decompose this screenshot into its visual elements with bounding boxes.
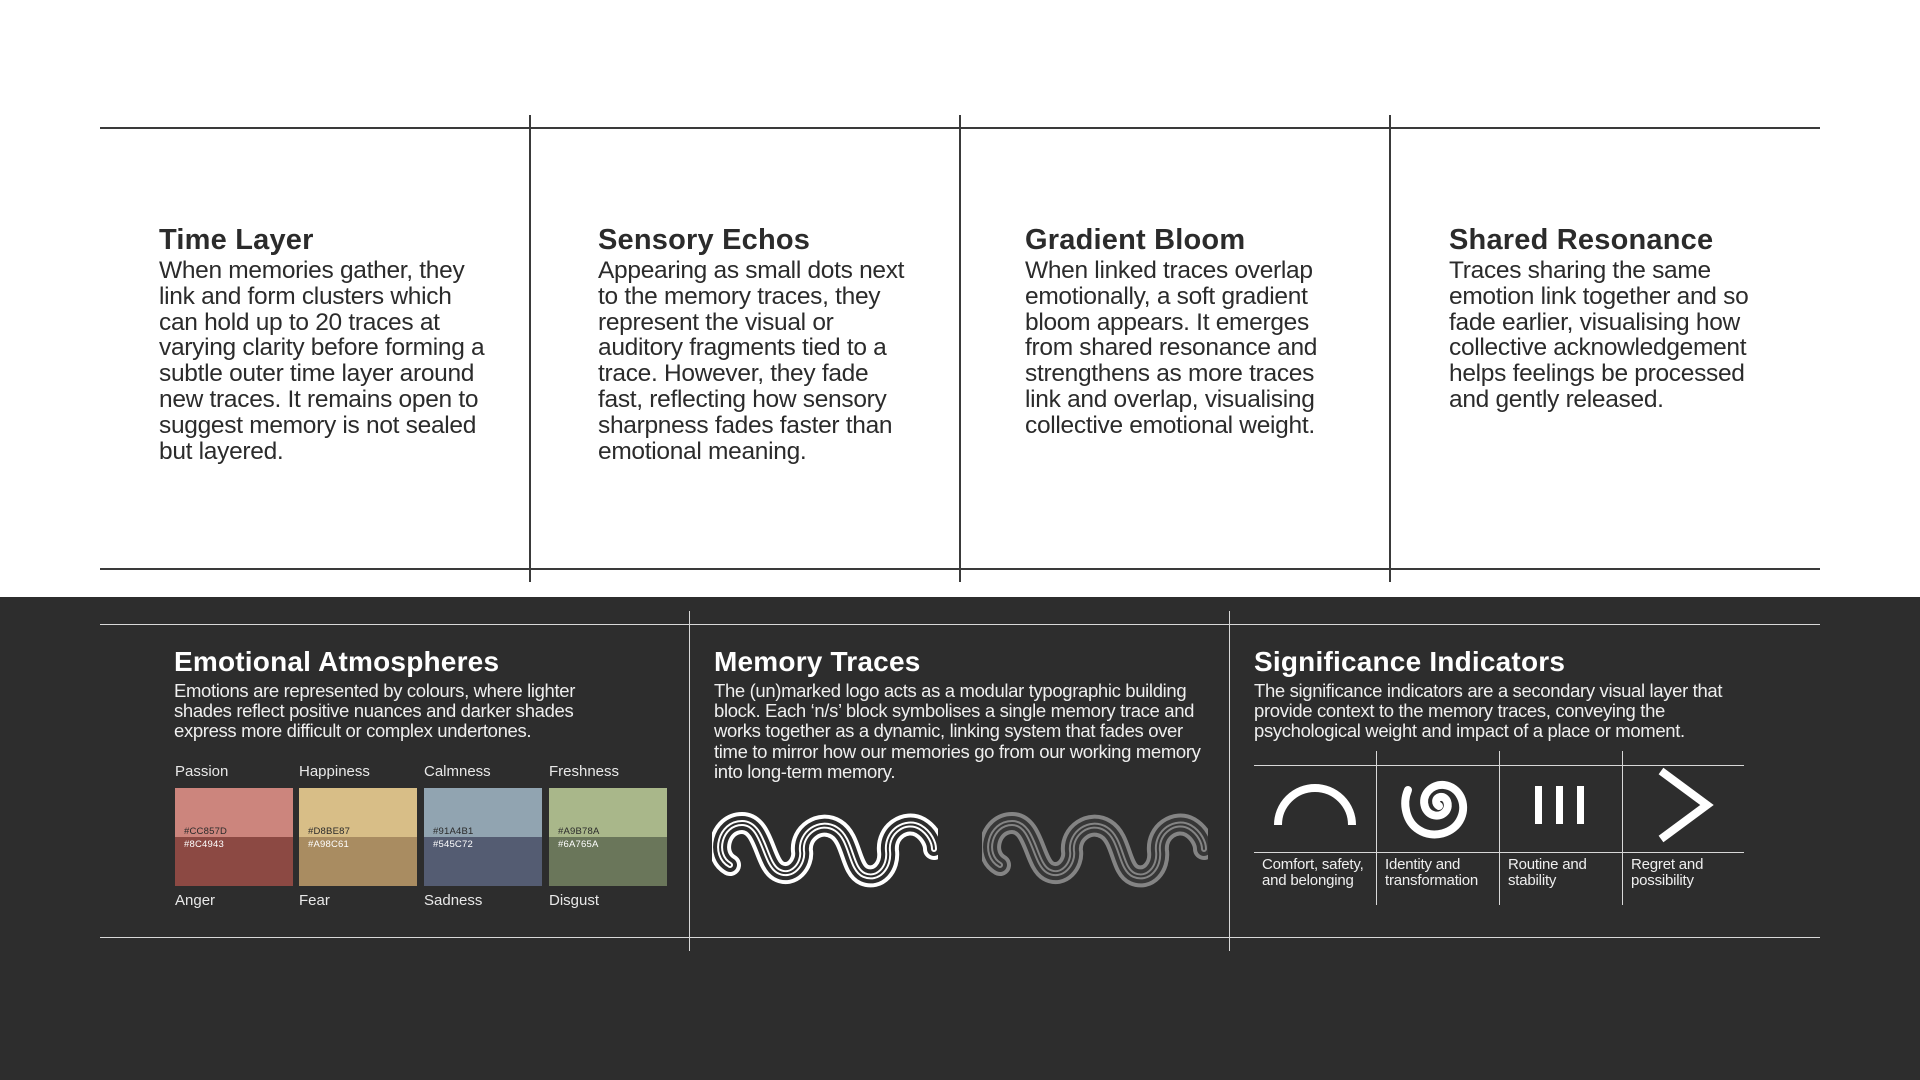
emotional-atmospheres xyxy=(174,645,634,742)
color-swatch-happiness-fear xyxy=(299,788,417,886)
section-body: The significance indicators are a secondary visual layer that provide context to the memory traces, conveying the psychological weight and impact of a place or moment. xyxy=(1254,680,1723,742)
column-body: When memories gather, they link and form clusters which can hold up to 20 traces at varying clarity before forming a subtle outer time layer around new traces. It remains open to suggest memory is not sealed but layered. xyxy=(159,257,485,465)
memory-traces xyxy=(714,645,1204,782)
swatch-bottom-label: Disgust xyxy=(549,892,600,909)
swatch-bottom-label: Fear xyxy=(299,892,330,909)
column-title: Shared Resonance xyxy=(1449,224,1714,256)
indicator-label: Regret and possibility xyxy=(1631,856,1704,889)
bottom-divider xyxy=(100,937,1820,938)
column-divider xyxy=(529,115,531,582)
section-body: The (un)marked logo acts as a modular typographic building block. Each ‘n/s’ block symbolises a single memory trace and works together as a dynamic, linking system that fades over time to mirror how our memories go from our working memory into long-term memory. xyxy=(714,680,1201,782)
indicator-routine xyxy=(1500,751,1622,905)
indicator-comfort xyxy=(1254,751,1376,905)
column-gradient-bloom xyxy=(1025,222,1385,439)
color-swatch-calmness-sadness xyxy=(424,788,542,886)
indicator-identity xyxy=(1377,751,1499,905)
hex-light: #A9B78A xyxy=(558,826,600,837)
section-title: Emotional Atmospheres xyxy=(174,646,500,677)
chevron-right-icon xyxy=(1623,763,1745,847)
column-shared-resonance xyxy=(1449,222,1809,413)
spiral-icon xyxy=(1377,763,1499,847)
arc-icon xyxy=(1254,763,1376,847)
indicator-label: Comfort, safety, and belonging xyxy=(1262,856,1364,889)
swatch-top-label: Passion xyxy=(175,763,229,780)
three-bars-icon xyxy=(1500,763,1622,847)
hex-dark: #6A765A xyxy=(558,839,599,850)
hex-dark: #A98C61 xyxy=(308,839,350,850)
hex-dark: #8C4943 xyxy=(184,839,224,850)
section-divider xyxy=(689,611,690,951)
section-title: Significance Indicators xyxy=(1254,646,1566,677)
section-body: Emotions are represented by colours, where lighter shades reflect positive nuances and darker shades express more difficult or complex undertones. xyxy=(174,680,576,742)
column-title: Gradient Bloom xyxy=(1025,224,1246,256)
swatch-bottom-label: Anger xyxy=(175,892,216,909)
swatch-top-label: Freshness xyxy=(549,763,620,780)
indicator-grid xyxy=(1254,751,1744,905)
section-title: Memory Traces xyxy=(714,646,921,677)
color-swatch-passion-anger xyxy=(175,788,293,886)
hex-light: #91A4B1 xyxy=(433,826,474,837)
section-divider xyxy=(1229,611,1230,951)
swatch-bottom-label: Sadness xyxy=(424,892,483,909)
column-body: When linked traces overlap emotionally, a soft gradient bloom appears. It emerges from shared resonance and strengthens as more traces link and overlap, visualising collective emotional weight. xyxy=(1025,257,1318,439)
memory-trace-logo-solid xyxy=(712,805,938,897)
hex-light: #D8BE87 xyxy=(308,826,351,837)
swatch-top-label: Happiness xyxy=(299,763,370,780)
memory-trace-logo-faded xyxy=(982,805,1208,897)
column-body: Appearing as small dots next to the memory traces, they represent the visual or auditory fragments tied to a trace. However, they fade fast, reflecting how sensory sharpness fades faster than emotional meaning. xyxy=(598,257,905,465)
indicator-label: Identity and transformation xyxy=(1385,856,1479,889)
column-sensory-echos xyxy=(598,222,958,464)
swatch-top-label: Calmness xyxy=(424,763,491,780)
hex-dark: #545C72 xyxy=(433,839,473,850)
indicator-regret xyxy=(1623,751,1745,905)
bottom-section xyxy=(0,597,1920,1080)
column-divider xyxy=(1389,115,1391,582)
column-title: Sensory Echos xyxy=(598,224,811,256)
significance-indicators xyxy=(1254,645,1754,742)
color-swatch-freshness-disgust xyxy=(549,788,667,886)
indicator-label: Routine and stability xyxy=(1508,856,1587,889)
column-time-layer xyxy=(159,222,519,464)
column-divider xyxy=(959,115,961,582)
column-body: Traces sharing the same emotion link together and so fade earlier, visualising how collective acknowledgement helps feelings be processed and gently released. xyxy=(1449,257,1749,413)
column-title: Time Layer xyxy=(159,224,314,256)
hex-light: #CC857D xyxy=(184,826,228,837)
top-divider xyxy=(100,624,1820,625)
